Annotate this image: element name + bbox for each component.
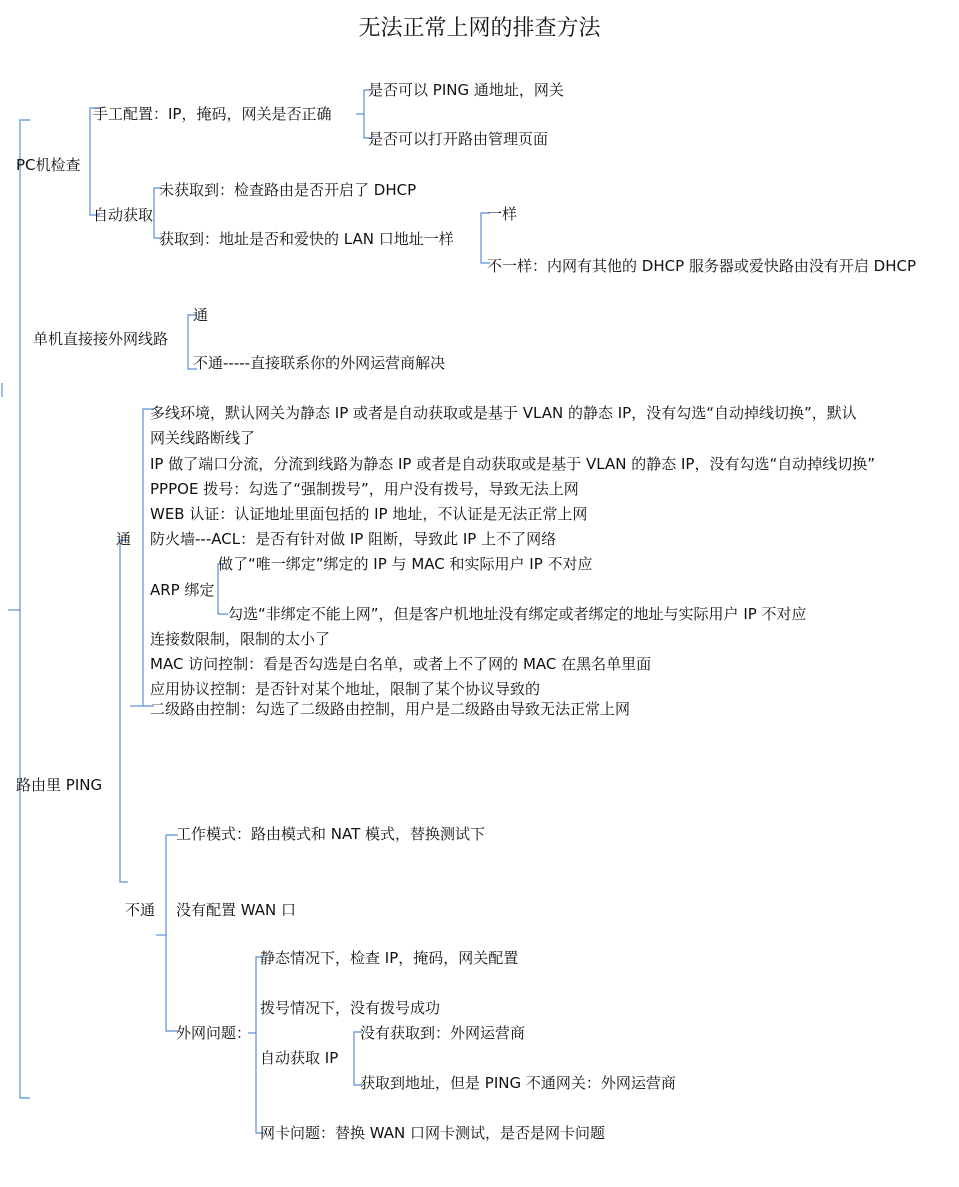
ok-web-auth: WEB 认证：认证地址里面包括的 IP 地址，不认证是无法正常上网 bbox=[150, 505, 588, 523]
ok-multi-line-1: 多线环境，默认网关为静态 IP 或者是自动获取或是基于 VLAN 的静态 IP，没有勾选“自动掉线切换”，默认 bbox=[150, 404, 857, 422]
external-dialup: 拨号情况下，没有拨号成功 bbox=[260, 999, 441, 1017]
ping-ok-label: 通 bbox=[116, 530, 132, 548]
ping-label: 路由里 PING bbox=[16, 776, 103, 794]
ok-mac-access: MAC 访问控制：看是否勾选是白名单，或者上不了网的 MAC 在黑名单里面 bbox=[150, 655, 652, 673]
ok-multi-line-2: 网关线路断线了 bbox=[150, 429, 256, 447]
external-label: 外网问题： bbox=[176, 1024, 252, 1042]
direct-connect-label: 单机直接接外网线路 bbox=[33, 330, 169, 348]
ok-conn-limit: 连接数限制，限制的太小了 bbox=[150, 630, 331, 648]
external-static: 静态情况下，检查 IP，掩码，网关配置 bbox=[260, 949, 519, 967]
pc-check-label: PC机检查 bbox=[16, 156, 81, 174]
ok-port-split: IP 做了端口分流，分流到线路为静态 IP 或者是自动获取或是基于 VLAN 的静态 IP，没有勾选“自动掉线切换” bbox=[150, 455, 876, 473]
external-bracket bbox=[256, 957, 264, 1133]
manual-item-ping: 是否可以 PING 通地址，网关 bbox=[368, 81, 564, 99]
auto-obtained-label: 获取到：地址是否和爱快的 LAN 口地址一样 bbox=[159, 230, 454, 248]
obtained-same: 一样 bbox=[487, 205, 518, 223]
fail-wan-config: 没有配置 WAN 口 bbox=[176, 901, 297, 919]
fail-work-mode: 工作模式：路由模式和 NAT 模式，替换测试下 bbox=[176, 825, 486, 843]
manual-config-label: 手工配置：IP，掩码，网关是否正确 bbox=[93, 105, 332, 123]
manual-item-admin-page: 是否可以打开路由管理页面 bbox=[368, 130, 549, 148]
page-title: 无法正常上网的排查方法 bbox=[358, 16, 601, 41]
external-auto-ip-label: 自动获取 IP bbox=[260, 1049, 339, 1067]
ok-secondary-route: 二级路由控制：勾选了二级路由控制，用户是二级路由导致无法正常上网 bbox=[150, 700, 631, 718]
auto-not-obtained: 未获取到：检查路由是否开启了 DHCP bbox=[159, 181, 417, 199]
ok-arp-label: ARP 绑定 bbox=[150, 581, 215, 599]
ok-app-protocol: 应用协议控制：是否针对某个地址，限制了某个协议导致的 bbox=[150, 680, 541, 698]
ping-fail-label: 不通 bbox=[125, 901, 156, 919]
auto-ip-no-gateway: 获取到地址，但是 PING 不通网关：外网运营商 bbox=[360, 1074, 676, 1092]
auto-obtain-label: 自动获取 bbox=[93, 206, 154, 224]
direct-fail: 不通-----直接联系你的外网运营商解决 bbox=[193, 354, 446, 372]
ping-bracket bbox=[120, 540, 128, 882]
fail-bracket bbox=[166, 835, 178, 1031]
pc-bracket bbox=[90, 108, 100, 215]
arp-no-bind-no-net: 勾选“非绑定不能上网”，但是客户机地址没有绑定或者绑定的地址与实际用户 IP 不对应 bbox=[228, 605, 807, 623]
ok-pppoe: PPPOE 拨号：勾选了“强制拨号”，用户没有拨号，导致无法上网 bbox=[150, 480, 579, 498]
external-nic: 网卡问题：替换 WAN 口网卡测试，是否是网卡问题 bbox=[260, 1124, 606, 1142]
arp-unique-bind: 做了“唯一绑定”绑定的 IP 与 MAC 和实际用户 IP 不对应 bbox=[218, 555, 593, 573]
ok-firewall: 防火墙---ACL：是否有针对做 IP 阻断，导致此 IP 上不了网络 bbox=[150, 530, 557, 548]
root-bracket bbox=[20, 120, 30, 1098]
auto-ip-not-obtained: 没有获取到：外网运营商 bbox=[360, 1024, 526, 1042]
obtained-different: 不一样：内网有其他的 DHCP 服务器或爱快路由没有开启 DHCP bbox=[487, 257, 917, 275]
direct-ok: 通 bbox=[193, 306, 209, 324]
